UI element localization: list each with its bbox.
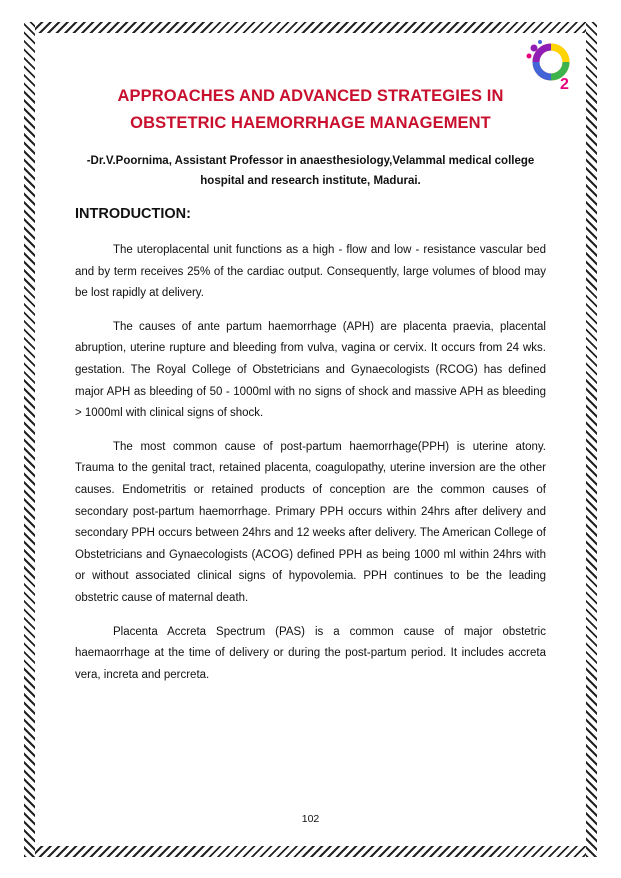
section-heading: INTRODUCTION: [75,206,191,222]
author-byline-line-2: hospital and research institute, Madurai. [200,175,421,187]
paragraph: The most common cause of post-partum haemorrhage(PPH) is uterine atony. Trauma to the genital tract, retained placenta, coagulopathy, uterine inversion are the other causes. Endometritis or retained products of conception are the common causes of secondary post-partum haemorrhage. Primary PPH occurs within 24hrs after delivery and secondary PPH occurs between 24hrs and 12 weeks after delivery. The American College of Obstetricians and Gynaecologists (ACOG) defined PPH as being 1000 ml within 24hrs with or without associated clinical signs of hypovolemia. PPH continues to be the leading obstetric cause of maternal death. [75,440,546,604]
svg-text:2: 2 [560,76,569,92]
article-title [60,83,561,137]
page-border-top [24,22,597,33]
page-border-bottom [24,846,597,857]
page-border-left [24,22,35,857]
author-byline-line-1: -Dr.V.Poornima, Assistant Professor in anaesthesiology,Velammal medical college [86,155,535,167]
paragraph: The causes of ante partum haemorrhage (APH) are placenta praevia, placental abruption, uterine rupture and bleeding from vulva, vagina or cervix. It occurs from 24 wks. gestation. The Royal College of Obstetricians and Gynaecologists (RCOG) has defined major APH as bleeding of 50 - 1000ml with no signs of shock and massive APH as bleeding > 1000ml with clinical signs of shock. [75,320,546,420]
body-text [75,240,546,698]
paragraph: Placenta Accreta Spectrum (PAS) is a common cause of major obstetric haemaorrhage at the time of delivery or during the post-partum period. It includes accreta vera, increta and percreta. [75,625,546,681]
author-byline [75,151,546,191]
page-border-right [586,22,597,857]
article-title-line-1: APPROACHES AND ADVANCED STRATEGIES IN [117,87,504,105]
paragraph: The uteroplacental unit functions as a high - flow and low - resistance vascular bed and by term receives 25% of the cardiac output. Consequently, large volumes of blood may be lost rapidly at delivery. [75,244,546,300]
page-number: 102 [301,813,320,825]
article-title-line-2: OBSTETRIC HAEMORRHAGE MANAGEMENT [130,114,491,132]
